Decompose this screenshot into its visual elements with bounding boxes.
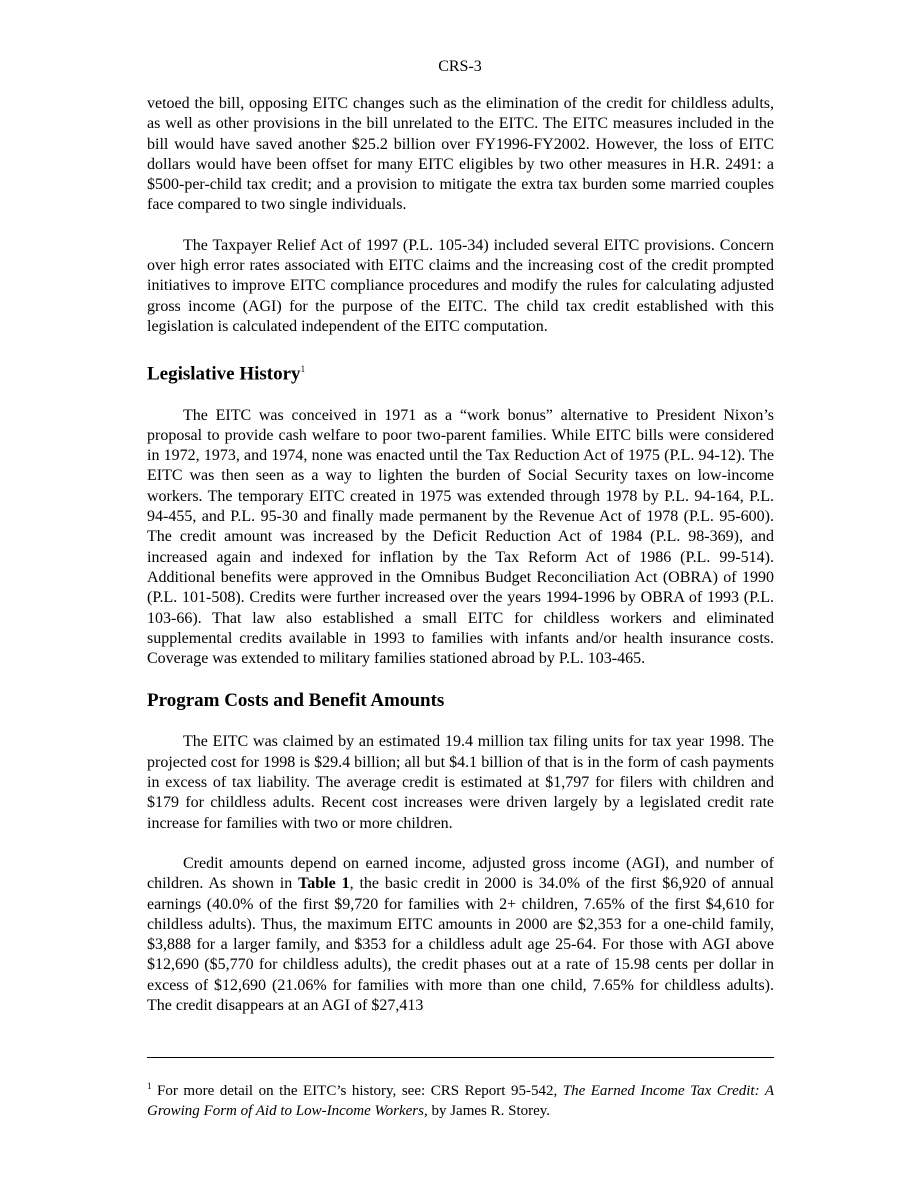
text-segment: Credit amounts depend on earned income, adjusted gross income (AGI), and number of children. As shown in — [147, 854, 774, 893]
footnote-text-end: by James R. Storey. — [427, 1103, 551, 1119]
heading-text: Legislative History — [147, 363, 301, 385]
section-heading-program-costs: Program Costs and Benefit Amounts — [147, 690, 445, 712]
paragraph-credit-amounts — [147, 854, 774, 1016]
page-number-header: CRS-3 — [438, 58, 482, 75]
footnote-text: For more detail on the EITC’s history, see: CRS Report 95-542, — [151, 1083, 563, 1099]
text-segment: , the basic credit in 2000 is 34.0% of the first $6,920 of annual earnings (40.0% of the first $9,720 for families with 2+ children, 7.65% of the first $4,610 for childless adults). Thus, the maximum EITC amounts in 2000 are $2,353 for a one-child family, $3,888 for a larger family, and $353 for a childless adult age 25-64. For those with AGI above $12,690 ($5,770 for childless adults), the credit phases out at a rate of 15.98 cents per dollar in excess of $12,690 (21.06% for families with more than one child, 7.65% for childless adults). The credit disappears at an AGI of $27,413 — [147, 875, 774, 1015]
document-body — [147, 94, 774, 1036]
paragraph-legislative-history: The EITC was conceived in 1971 as a “work bonus” alternative to President Nixon’s proposal to provide cash welfare to poor two-parent families. While EITC bills were considered in 1972, 1973, and 1974, none was enacted until the Tax Reduction Act of 1975 (P.L. 94-12). The EITC was then seen as a way to lighten the burden of Social Security taxes on low-income workers. The temporary EITC created in 1975 was extended through 1978 by P.L. 94-164, P.L. 94-455, and P.L. 95-30 and finally made permanent by the Revenue Act of 1978 (P.L. 95-600). The credit amount was increased by the Deficit Reduction Act of 1984 (P.L. 98-369), and increased again and indexed for inflation by the Tax Reform Act of 1986 (P.L. 99-514). Additional benefits were approved in the Omnibus Budget Reconciliation Act (OBRA) of 1990 (P.L. 101-508). Credits were further increased over the years 1994-1996 by OBRA of 1993 (P.L. 103-66). That law also established a small EITC for childless workers and eliminated supplemental credits available in 1993 to families with infants and/or health insurance costs. Coverage was extended to military families stationed abroad by P.L. 103-465. — [147, 406, 774, 668]
footnote-number: 1 — [147, 1081, 152, 1091]
paragraph-taxpayer-relief-act: The Taxpayer Relief Act of 1997 (P.L. 105-34) included several EITC provisions. Concern over high error rates associated with EITC claims and the increasing cost of the credit prompted initiatives to improve EITC compliance procedures and modify the rules for calculating adjusted gross income (AGI) for the purpose of the EITC. The child tax credit established with this legislation is calculated independent of the EITC computation. — [147, 236, 774, 335]
paragraph-veto: vetoed the bill, opposing EITC changes such as the elimination of the credit for childless adults, as well as other provisions in the bill unrelated to the EITC. The EITC measures included in the bill would have saved another $25.2 billion over FY1996-FY2002. However, the loss of EITC dollars would have been offset for many EITC eligibles by two other measures in H.R. 2491: a $500-per-child tax credit; and a provision to mitigate the extra tax burden some married couples face compared to two single individuals. — [147, 95, 774, 214]
footnote — [147, 1076, 774, 1121]
section-heading-legislative-history — [147, 357, 774, 386]
paragraph-program-costs: The EITC was claimed by an estimated 19.4 million tax filing units for tax year 1998. The projected cost for 1998 is $29.4 billion; all but $4.1 billion of that is in the form of cash payments in excess of tax liability. The average credit is estimated at $1,797 for filers with children and $179 for childless adults. Recent cost increases were driven largely by a legislated credit rate increase for families with two or more children. — [147, 733, 774, 832]
table-reference: Table 1 — [298, 875, 350, 893]
footnote-reference: 1 — [300, 364, 306, 375]
footnote-divider — [147, 1057, 774, 1058]
footnote-report-title: The Earned Income Tax Credit: A Growing Form of Aid to Low-Income Workers, — [147, 1083, 774, 1119]
